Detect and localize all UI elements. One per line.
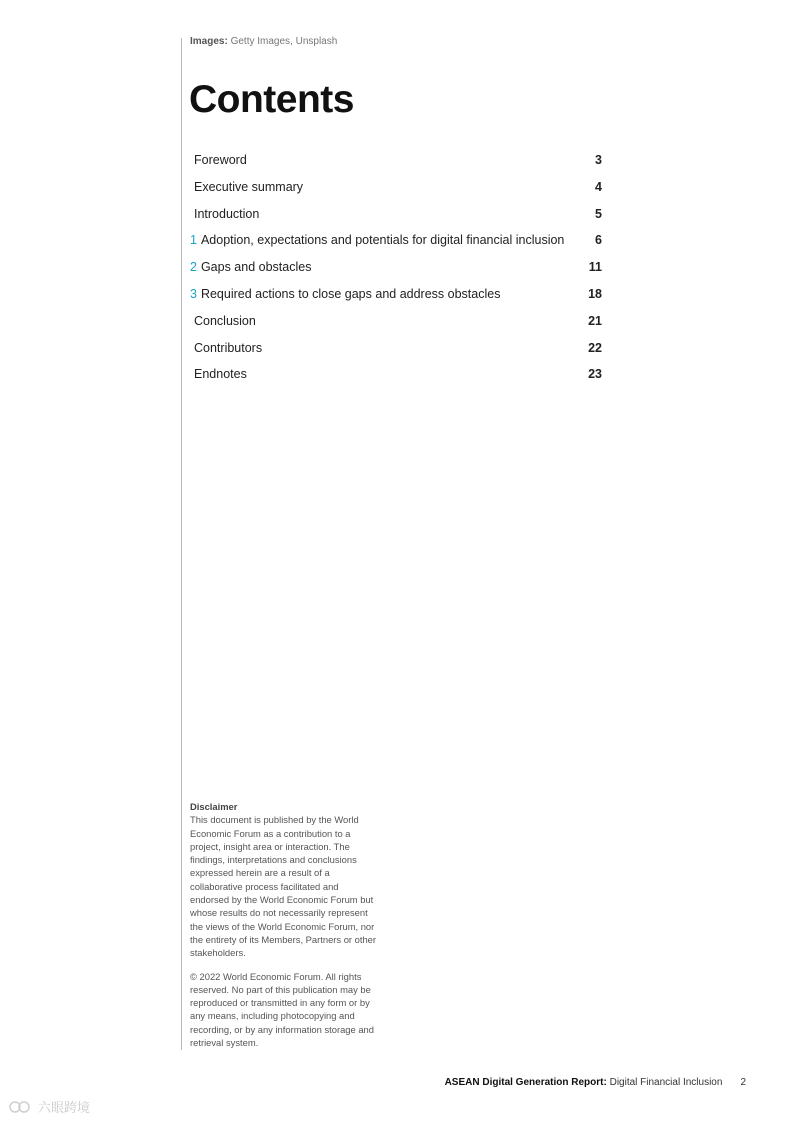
watermark-logo-icon [8, 1100, 34, 1114]
toc-page: 23 [588, 367, 602, 382]
toc-page: 3 [595, 153, 602, 167]
toc-page: 5 [595, 206, 602, 221]
image-credits [190, 36, 337, 47]
toc-item-introduction[interactable] [190, 207, 602, 234]
toc-page: 11 [588, 260, 602, 275]
toc-item-chapter-3[interactable] [190, 287, 602, 314]
credits-text: Getty Images, Unsplash [230, 36, 338, 47]
toc-item-contributors[interactable] [190, 341, 602, 368]
watermark [8, 1097, 90, 1116]
toc-page: 4 [595, 179, 602, 194]
credits-label: Images: [190, 36, 228, 47]
toc-number: 3 [190, 286, 197, 301]
toc-item-chapter-1[interactable] [190, 233, 602, 260]
table-of-contents [190, 153, 602, 394]
toc-label: Endnotes [194, 367, 247, 382]
copyright-notice: © 2022 World Economic Forum. All rights reserved. No part of this publication may be reproduced or transmitted in any form or by any means, including photocopying and recording, or by any information storage and retrieval system. [190, 970, 374, 1049]
disclaimer-heading: Disclaimer [190, 801, 238, 812]
toc-page: 6 [595, 233, 602, 248]
toc-item-executive-summary[interactable] [190, 180, 602, 207]
toc-label: Foreword [194, 153, 247, 167]
toc-label: Required actions to close gaps and address obstacles [200, 286, 501, 301]
toc-item-conclusion[interactable] [190, 314, 602, 341]
toc-number: 1 [190, 233, 197, 248]
toc-number: 2 [190, 260, 197, 275]
margin-rule [181, 38, 182, 1050]
toc-item-foreword[interactable] [190, 153, 602, 180]
toc-page: 22 [588, 340, 602, 355]
watermark-text: 六眼跨境 [38, 1100, 91, 1115]
toc-item-endnotes[interactable] [190, 367, 602, 394]
footer-report-subtitle: Digital Financial Inclusion [609, 1077, 723, 1088]
toc-label: Gaps and obstacles [200, 260, 312, 275]
page-number: 2 [740, 1077, 746, 1088]
page-footer [445, 1077, 746, 1088]
toc-page: 18 [588, 286, 602, 301]
footer-report-title: ASEAN Digital Generation Report: [444, 1077, 607, 1088]
disclaimer-body: This document is published by the World Economic Forum as a contribution to a project, insight area or interaction. The findings, interpretations and conclusions expressed herein are a result of a collaborative process facilitated and endorsed by the World Economic Forum but whose results do not necessarily represent the views of the World Economic Forum, nor the entirety of its Members, Partners or other stakeholders. [190, 814, 377, 959]
toc-label: Conclusion [194, 313, 256, 328]
toc-label: Introduction [194, 206, 260, 221]
toc-page: 21 [588, 313, 602, 328]
disclaimer-block [190, 800, 380, 1049]
toc-label: Adoption, expectations and potentials for digital financial inclusion [200, 233, 565, 248]
toc-label: Executive summary [194, 179, 304, 194]
page-title: Contents [189, 78, 354, 121]
toc-item-chapter-2[interactable] [190, 260, 602, 287]
toc-label: Contributors [194, 340, 263, 355]
